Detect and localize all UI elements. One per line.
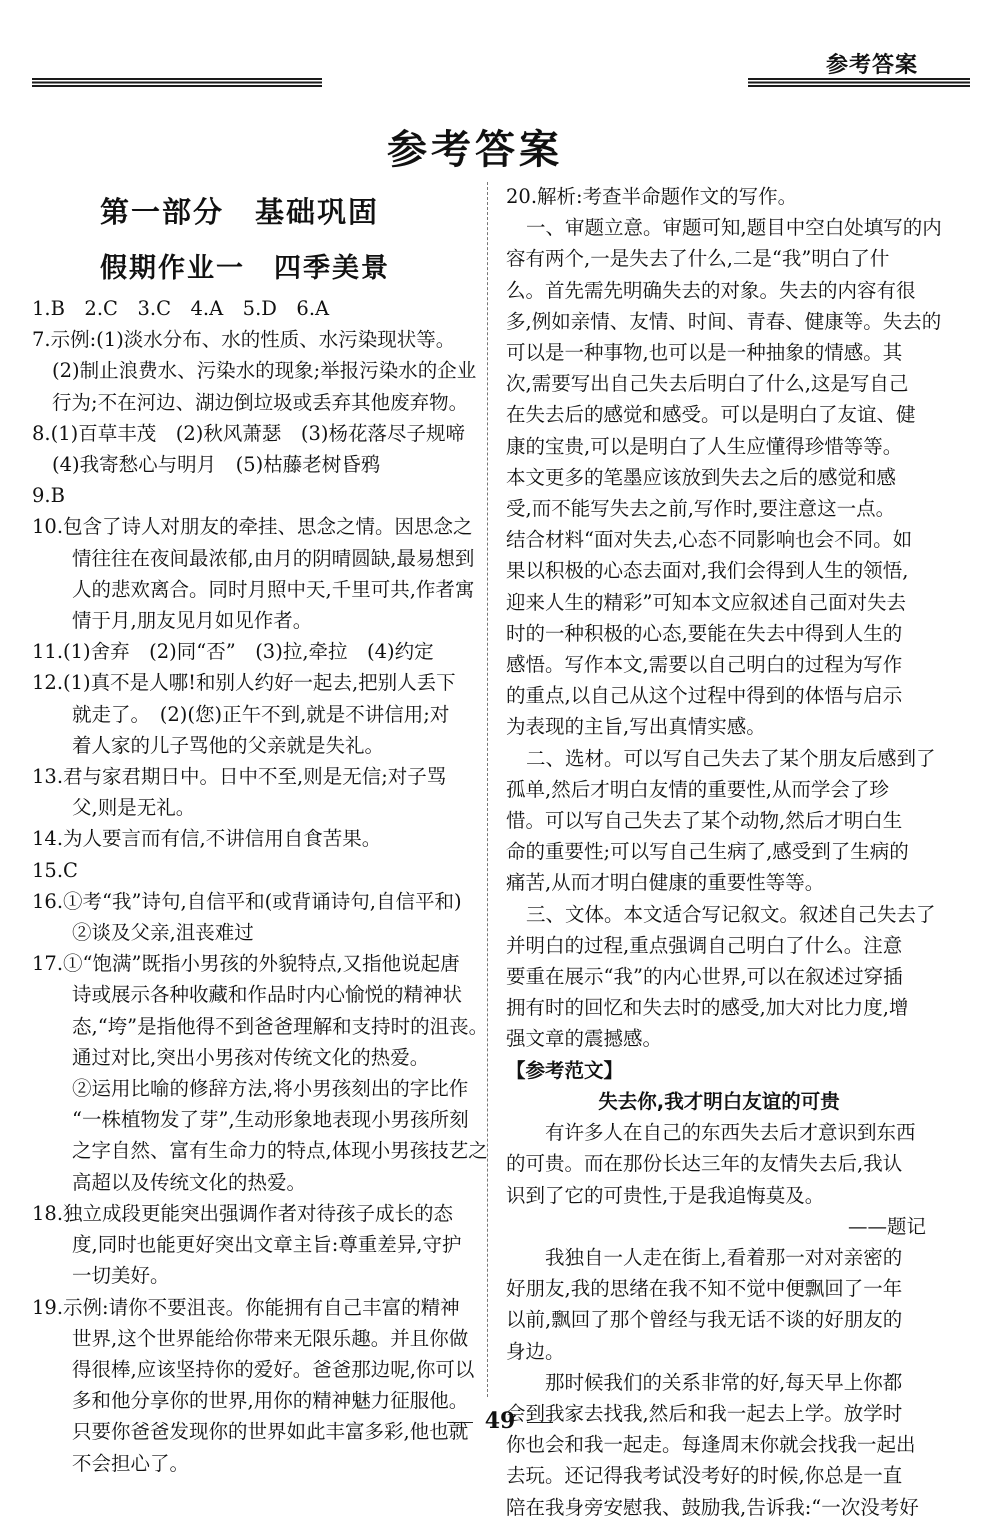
text-line: “一株植物发了芽”,生动形象地表现小男孩所刻 — [72, 1108, 469, 1132]
header-rule-right — [748, 78, 970, 87]
text-line: 可以是一种事物,也可以是一种抽象的情感。其 — [506, 341, 903, 365]
text-line: 多,例如亲情、友情、时间、青春、健康等。失去的 — [506, 309, 942, 333]
text-line: 一切美好。 — [72, 1264, 170, 1288]
text-line: 的重点,以自己从这个过程中得到的体悟与启示 — [506, 684, 903, 708]
text-line: 着人家的儿子骂他的父亲就是失礼。 — [72, 733, 385, 757]
text-line: 强文章的震撼感。 — [506, 1027, 663, 1051]
text-line: 20.解析:考查半命题作文的写作。 — [506, 185, 798, 208]
text-line: 通过对比,突出小男孩对传统文化的热爱。 — [72, 1045, 430, 1069]
part-title: 第一部分 基础巩固 — [100, 195, 380, 229]
text-line: 17.①“饱满”既指小男孩的外貌特点,又指他说起唐 — [32, 952, 460, 976]
text-line: 就走了。 (2)(您)正午不到,就是不讲信用;对 — [72, 702, 450, 726]
text-line: 13.君与家君期日中。日中不至,则是无信;对子骂 — [32, 765, 447, 789]
footer-dash-right — [527, 1422, 553, 1423]
text-line: 的可贵。而在那份长达三年的友情失去后,我认 — [506, 1152, 903, 1176]
essay-epigraph-note: ——题记 — [847, 1214, 926, 1238]
text-line: 度,同时也能更好突出文章主旨:尊重差异,守护 — [72, 1233, 462, 1257]
text-line: 陪在我身旁安慰我、鼓励我,告诉我:“一次没考好 — [506, 1495, 919, 1519]
text-line: 去玩。还记得我考试没考好的时候,你总是一直 — [506, 1464, 903, 1488]
text-line: 以前,飘回了那个曾经与我无话不谈的好朋友的 — [506, 1308, 903, 1332]
text-line: 康的宝贵,可以是明白了人生应懂得珍惜等等。 — [506, 434, 903, 458]
text-line: 二、选材。可以写自己失去了某个朋友后感到了 — [526, 746, 936, 770]
reference-label: 【参考范文】 — [506, 1058, 624, 1082]
text-line: 拥有时的回忆和失去时的感受,加大对比力度,增 — [506, 996, 909, 1020]
text-line: 7.示例:(1)淡水分布、水的性质、水污染现状等。 — [32, 328, 456, 352]
text-line: 14.为人要言而有信,不讲信用自食苦果。 — [32, 827, 382, 851]
text-line: 痛苦,从而才明白健康的重要性等等。 — [506, 871, 825, 895]
text-line: 那时候我们的关系非常的好,每天早上你都 — [545, 1370, 903, 1394]
essay-paragraph-2 — [506, 1367, 932, 1523]
text-line: 你也会和我一起走。每逢周末你就会找我一起出 — [506, 1433, 916, 1457]
essay-title: 失去你,我才明白友谊的可贵 — [598, 1089, 840, 1113]
page-footer — [0, 1408, 1000, 1434]
text-line: 么。首先需先明确失去的对象。失去的内容有很 — [506, 278, 916, 302]
text-line: 感悟。写作本文,需要以自己明白的过程为写作 — [506, 653, 903, 677]
text-line: 之字自然、富有生命力的特点,体现小男孩技艺之 — [72, 1139, 488, 1163]
text-line: 18.独立成段更能突出强调作者对待孩子成长的态 — [32, 1201, 454, 1225]
text-line: (2)制止浪费水、污染水的现象;举报污染水的企业 — [52, 359, 477, 383]
running-header: 参考答案 — [826, 53, 919, 78]
text-line: 识到了它的可贵性,于是我追悔莫及。 — [506, 1183, 825, 1207]
text-line: 结合材料“面对失去,心态不同影响也会不同。如 — [506, 528, 913, 552]
text-line: 本文更多的笔墨应该放到失去之后的感觉和感 — [506, 465, 897, 489]
essay-paragraph-1 — [506, 1242, 932, 1367]
text-line: 次,需要写出自己失去后明白了什么,这是写自己 — [506, 372, 909, 396]
text-line: 要重在展示“我”的内心世界,可以在叙述过穿插 — [506, 965, 903, 989]
text-line: 时的一种积极的心态,要能在失去中得到人生的 — [506, 621, 903, 645]
text-line: 容有两个,一是失去了什么,二是“我”明白了什 — [506, 247, 890, 271]
text-line: 有许多人在自己的东西失去后才意识到东西 — [545, 1121, 916, 1145]
text-line: 诗或展示各种收藏和作品时内心愉悦的精神状 — [72, 983, 463, 1007]
footer-dash-left — [447, 1422, 473, 1423]
text-line: 在失去后的感觉和感受。可以是明白了友谊、健 — [506, 403, 916, 427]
text-line: 并明白的过程,重点强调自己明白了什么。注意 — [506, 933, 903, 957]
right-column — [506, 181, 942, 1523]
text-line: 得很棒,应该坚持你的爱好。爸爸那边呢,你可以 — [72, 1357, 475, 1381]
text-line: 人的悲欢离合。同时月照中天,千里可共,作者寓 — [72, 577, 475, 601]
text-line: 高超以及传统文化的热爱。 — [72, 1170, 307, 1194]
text-line: 9.B — [32, 484, 65, 508]
text-line: 三、文体。本文适合写记叙文。叙述自己失去了 — [526, 902, 936, 926]
text-line: 一、审题立意。审题可知,题目中空白处填写的内 — [526, 216, 942, 240]
text-line: 身边。 — [506, 1339, 565, 1363]
text-line: 会到我家去找我,然后和我一起去上学。放学时 — [506, 1401, 903, 1425]
text-line: 命的重要性;可以写自己生病了,感受到了生病的 — [506, 840, 909, 864]
text-line: 果以积极的心态去面对,我们会得到人生的领悟, — [506, 559, 909, 583]
left-column — [32, 293, 489, 1479]
text-line: 16.①考“我”诗句,自信平和(或背诵诗句,自信平和) — [32, 889, 462, 913]
text-line: 15.C — [32, 858, 78, 882]
text-line: 只要你爸爸发现你的世界如此丰富多彩,他也就 — [72, 1420, 469, 1444]
text-line: 受,而不能写失去之前,写作时,要注意这一点。 — [506, 497, 896, 521]
text-line: 为表现的主旨,写出真情实感。 — [506, 715, 766, 739]
text-line: 我独自一人走在街上,看着那一对对亲密的 — [545, 1245, 903, 1269]
header-rule-left — [32, 78, 322, 87]
text-line: 孤单,然后才明白友情的重要性,从而学会了珍 — [506, 777, 889, 801]
text-line: 情于月,朋友见月如见作者。 — [72, 609, 313, 633]
text-line: ②运用比喻的修辞方法,将小男孩刻出的字比作 — [72, 1077, 469, 1101]
text-line: 态,“垮”是指他得不到爸爸理解和支持时的沮丧。 — [72, 1014, 489, 1038]
text-line: 10.包含了诗人对朋友的牵挂、思念之情。因思念之 — [32, 515, 473, 539]
text-line: 11.(1)舍弃 (2)同“否” (3)拉,牵拉 (4)约定 — [32, 640, 434, 664]
section-title: 假期作业一 四季美景 — [100, 253, 390, 284]
text-line: 8.(1)百草丰茂 (2)秋风萧瑟 (3)杨花落尽子规啼 — [32, 421, 465, 445]
text-line: 19.示例:请你不要沮丧。你能拥有自己丰富的精神 — [32, 1295, 460, 1319]
text-line: 1.B 2.C 3.C 4.A 5.D 6.A — [32, 297, 330, 320]
text-line: 12.(1)真不是人哪!和别人约好一起去,把别人丢下 — [32, 671, 456, 695]
text-line: 好朋友,我的思绪在我不知不觉中便飘回了一年 — [506, 1277, 903, 1301]
text-line: ②谈及父亲,沮丧难过 — [72, 921, 254, 945]
analysis-block — [506, 181, 942, 1055]
text-line: (4)我寄愁心与明月 (5)枯藤老树昏鸦 — [52, 453, 381, 477]
text-line: 迎来人生的精彩”可知本文应叙述自己面对失去 — [506, 590, 906, 614]
page-title: 参考答案 — [387, 127, 563, 173]
text-line: 惜。可以写自己失去了某个动物,然后才明白生 — [506, 809, 903, 833]
text-line: 多和他分享你的世界,用你的精神魅力征服他。 — [72, 1389, 469, 1413]
text-line: 不会担心了。 — [72, 1451, 190, 1475]
essay-paragraph-epigraph — [506, 1117, 932, 1211]
column-divider — [487, 182, 488, 1397]
text-line: 情往往在夜间最浓郁,由月的阴晴圆缺,最易想到 — [72, 546, 475, 570]
page-number: 49 — [484, 1408, 516, 1434]
text-line: 父,则是无礼。 — [72, 796, 196, 820]
text-line: 世界,这个世界能给你带来无限乐趣。并且你做 — [72, 1326, 469, 1350]
text-line: 行为;不在河边、湖边倒垃圾或丢弃其他废弃物。 — [52, 390, 469, 414]
